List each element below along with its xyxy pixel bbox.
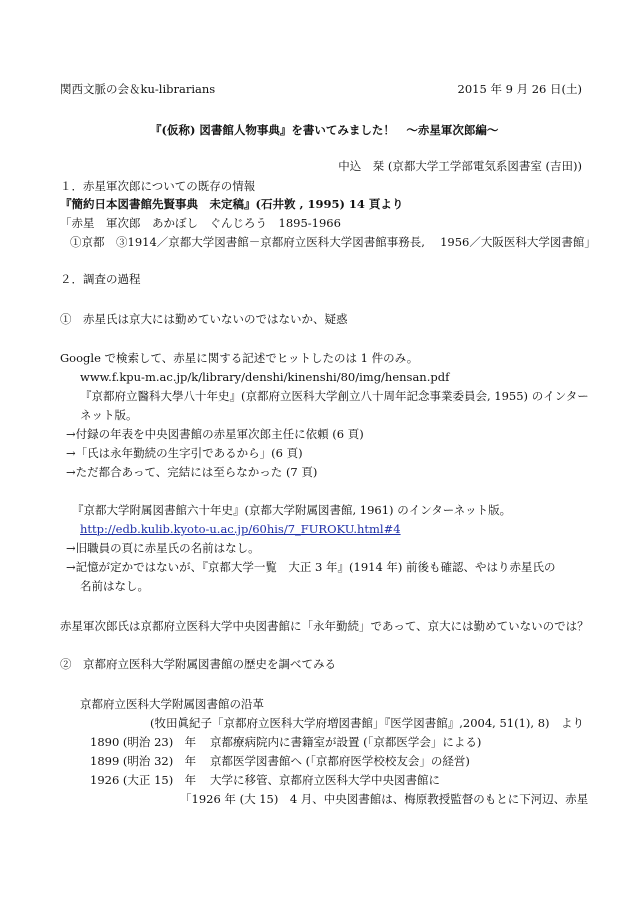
google-search-note: Google で検索して、赤星に関する記述でヒットしたのは 1 件のみ。 bbox=[60, 351, 419, 365]
section1-career: ①京都 ③1914／京都大学図書館－京都府立医科大学図書館事務長, 1956／大阪医科大学図書館」 bbox=[70, 235, 596, 249]
reference-1b: ネット版。 bbox=[80, 408, 138, 422]
section1-source: 『簡約日本図書館先賢事典 未定稿』(石井敦 , 1995) 14 頁より bbox=[60, 197, 404, 211]
header-date: 2015 年 9 月 26 日(土) bbox=[457, 82, 582, 96]
section1-heading: １．赤星軍次郎についての既存の情報 bbox=[60, 179, 256, 193]
arrow-note-3: →ただ都合あって、完結には至らなかった (7 頁) bbox=[66, 465, 318, 479]
timeline-event: 京都医学図書館へ (「京都府医学校校友会」の経営) bbox=[210, 754, 470, 768]
arrow-note-2: →「氏は永年勤続の生字引であるから」(6 頁) bbox=[66, 446, 303, 460]
question-2: ② 京都府立医科大学附属図書館の歴史を調べてみる bbox=[60, 657, 336, 671]
timeline-year: 1890 (明治 23) 年 bbox=[90, 735, 197, 749]
header-left: 関西文脈の会＆ku-librarians bbox=[60, 82, 216, 96]
arrow-note-5b: 名前はなし。 bbox=[80, 579, 149, 593]
reference-1a: 『京都府立醫科大學八十年史』(京都府立医科大学創立八十周年記念事業委員会, 1955) のインター bbox=[80, 389, 589, 403]
reference-2: 『京都大学附属図書館六十年史』(京都大学附属図書館, 1961) のインターネット版。 bbox=[72, 503, 512, 517]
history-heading: 京都府立医科大学附属図書館の沿革 bbox=[80, 697, 264, 711]
question-1: ① 赤星氏は京大には勤めていないのではないか、疑惑 bbox=[60, 312, 348, 326]
arrow-note-1: →付録の年表を中央図書館の赤星軍次郎主任に依頼 (6 頁) bbox=[66, 427, 364, 441]
timeline-event: 京都療病院内に書籍室が設置 (「京都医学会」による) bbox=[210, 735, 482, 749]
timeline-year: 1899 (明治 32) 年 bbox=[90, 754, 197, 768]
conclusion-line: 赤星軍次郎氏は京都府立医科大学中央図書館に「永年勤続」であって、京大には勤めていないのでは？ bbox=[60, 619, 589, 633]
history-source: (牧田眞紀子「京都府立医科大学府増図書館」『医学図書館』,2004, 51(1), 8) より bbox=[150, 716, 585, 730]
timeline-year: 1926 (大正 15) 年 bbox=[90, 773, 197, 787]
arrow-note-5a: →記憶が定かではないが、『京都大学一覧 大正 3 年』(1914 年) 前後も確認、やはり赤星氏の bbox=[66, 560, 556, 574]
author-line: 中込 栞 (京都大学工学部電気系図書室 (吉田)) bbox=[338, 159, 582, 173]
timeline-event: 大学に移管、京都府立医科大学中央図書館に bbox=[210, 773, 440, 787]
furoku-link[interactable]: http://edb.kulib.kyoto-u.ac.jp/60his/7_FUROKU.html#4 bbox=[80, 522, 401, 536]
section1-entry: 「赤星 軍次郎 あかぼし ぐんじろう 1895-1966 bbox=[60, 216, 341, 230]
arrow-note-4: →旧職員の頁に赤星氏の名前はなし。 bbox=[66, 541, 260, 555]
history-quote: 「1926 年 (大 15) 4 月、中央図書館は、梅原教授監督のもとに下河辺、赤星 bbox=[180, 792, 589, 806]
document-title: 『(仮称) 図書館人物事典』を書いてみました！ ～赤星軍次郎編～ bbox=[150, 123, 499, 137]
section2-heading: ２．調査の過程 bbox=[60, 272, 141, 286]
url-hensan: www.f.kpu-m.ac.jp/k/library/denshi/kinenshi/80/img/hensan.pdf bbox=[80, 370, 450, 384]
